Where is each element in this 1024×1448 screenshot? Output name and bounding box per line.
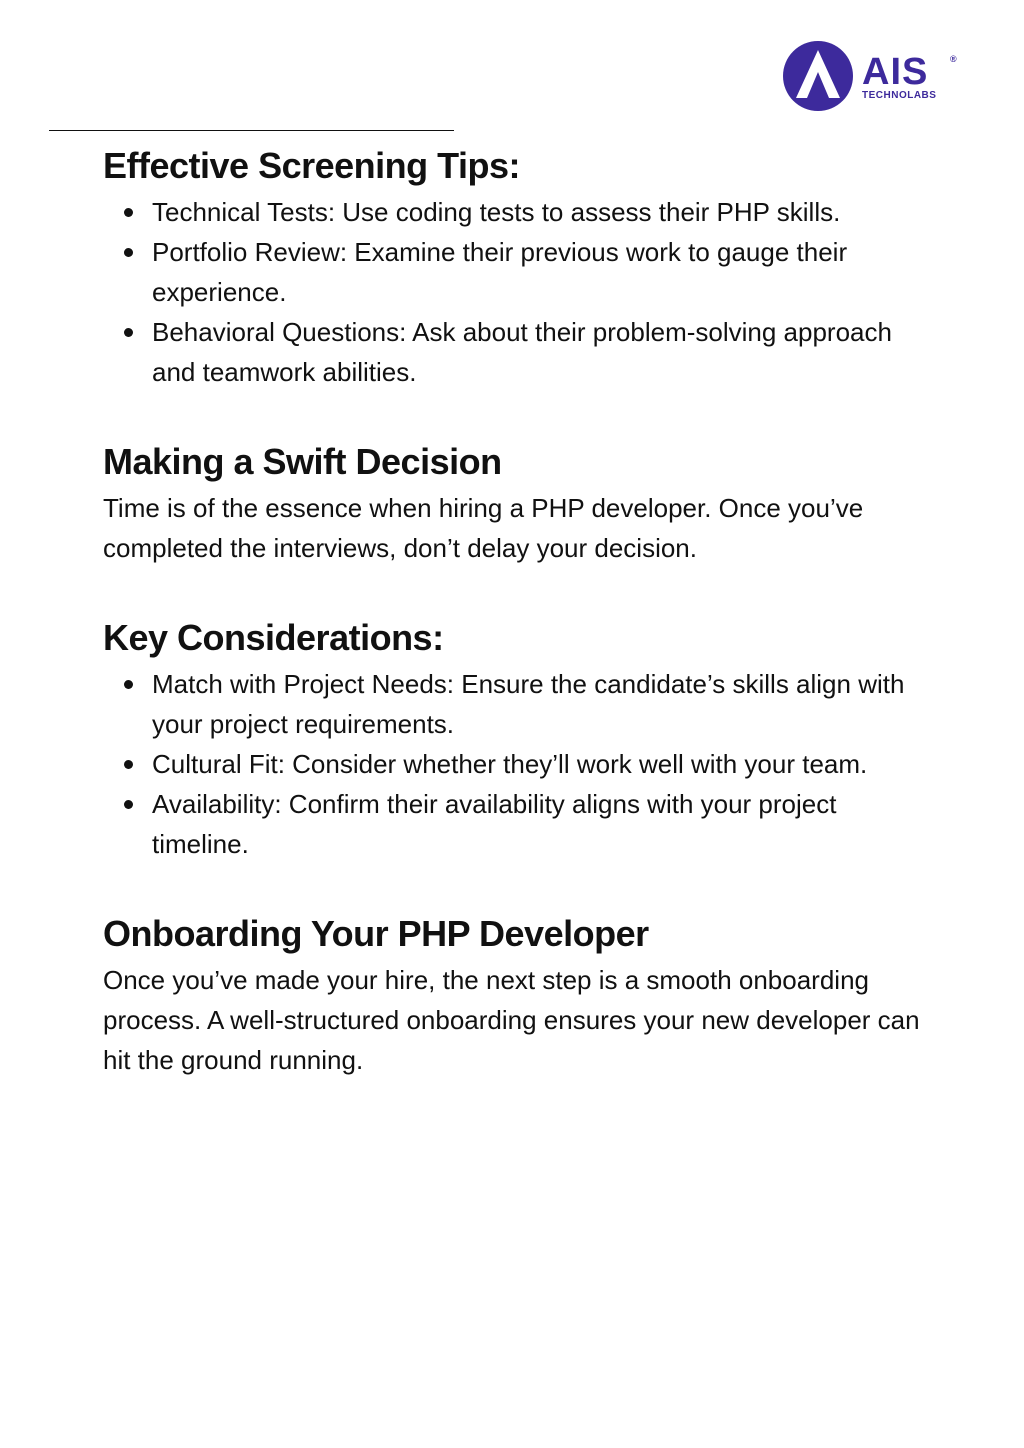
list-item: Technical Tests: Use coding tests to assess their PHP skills. — [103, 192, 933, 232]
list-item: Portfolio Review: Examine their previous work to gauge their experience. — [103, 232, 933, 312]
header-divider — [49, 130, 454, 131]
section-spacer — [103, 864, 933, 908]
section-heading: Effective Screening Tips: — [103, 145, 520, 186]
section-screening-tips — [103, 140, 933, 392]
list-item: Availability: Confirm their availability aligns with your project timeline. — [103, 784, 933, 864]
section-spacer — [103, 392, 933, 436]
brand-logo — [782, 40, 962, 112]
section-paragraph: Once you’ve made your hire, the next step is a smooth onboarding process. A well-structured onboarding ensures your new developer can hit the ground running. — [103, 965, 920, 1075]
bullet-list — [103, 192, 933, 392]
section-key-considerations — [103, 612, 933, 864]
list-item: Cultural Fit: Consider whether they’ll work well with your team. — [103, 744, 933, 784]
section-onboarding — [103, 908, 933, 1080]
section-paragraph: Time is of the essence when hiring a PHP developer. Once you’ve completed the interviews, don’t delay your decision. — [103, 493, 864, 563]
bullet-list — [103, 664, 933, 864]
section-spacer — [103, 568, 933, 612]
registered-mark: ® — [950, 54, 957, 64]
section-heading: Key Considerations: — [103, 617, 444, 658]
document-body — [103, 140, 933, 1080]
ais-a-logo-icon — [782, 40, 962, 112]
brand-name: AIS — [862, 51, 929, 93]
brand-subname: TECHNOLABS — [862, 90, 937, 101]
section-swift-decision — [103, 436, 933, 568]
section-heading: Making a Swift Decision — [103, 441, 502, 482]
section-heading: Onboarding Your PHP Developer — [103, 913, 649, 954]
list-item: Match with Project Needs: Ensure the candidate’s skills align with your project requirements. — [103, 664, 933, 744]
list-item: Behavioral Questions: Ask about their problem-solving approach and teamwork abilities. — [103, 312, 933, 392]
